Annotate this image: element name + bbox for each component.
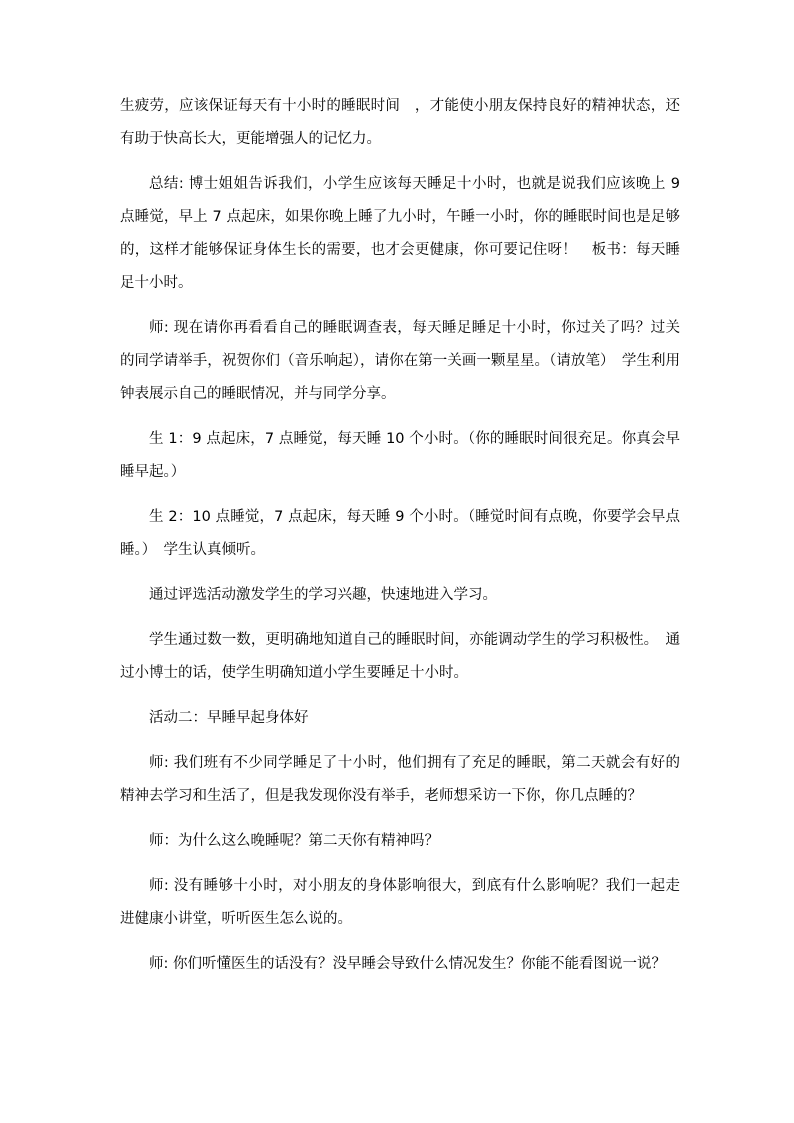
paragraph-1: 生疲劳，应该保证每天有十小时的睡眠时间 ，才能使小朋友保持良好的精神状态，还有助于快高长大，更能增强人的记忆力。 <box>120 98 680 147</box>
paragraph-7: 学生通过数一数，更明确地知道自己的睡眠时间，亦能调动学生的学习积极性。 通过小博士的话，使学生明确知道小学生要睡足十小时。 <box>120 632 680 681</box>
paragraph-12: 师: 你们听懂医生的话没有？没早睡会导致什么情况发生？你能不能看图说一说？ <box>149 956 666 972</box>
paragraph-6: 通过评选活动激发学生的学习兴趣，快速地进入学习。 <box>149 587 497 603</box>
paragraph-3: 师: 现在请你再看看自己的睡眠调查表，每天睡足睡足十小时，你过关了吗？过关的同学请举手，祝贺你们（音乐响起），请你在第一关画一颗星星。（请放笔） 学生利用钟表展示自己的睡眠情况，并与同学分享。 <box>120 320 680 402</box>
paragraph-11: 师: 没有睡够十小时，对小朋友的身体影响很大，到底有什么影响呢？我们一起走进健康小讲堂，听听医生怎么说的。 <box>120 878 680 927</box>
paragraph-4: 生 1：9 点起床，7 点睡觉，每天睡 10 个小时。（你的睡眠时间很充足。你真会早睡早起。） <box>120 431 680 480</box>
paragraph-10: 师：为什么这么晚睡呢？第二天你有精神吗？ <box>149 833 439 849</box>
document-body <box>120 90 680 993</box>
paragraph-8: 活动二：早睡早起身体好 <box>149 710 309 726</box>
paragraph-9: 师: 我们班有不少同学睡足了十小时，他们拥有了充足的睡眠，第二天就会有好的精神去学习和生活了，但是我发现你没有举手，老师想采访一下你，你几点睡的？ <box>120 755 680 804</box>
paragraph-2: 总结: 博士姐姐告诉我们，小学生应该每天睡足十小时，也就是说我们应该晚上 9 点睡觉，早上 7 点起床，如果你晚上睡了九小时，午睡一小时，你的睡眠时间也是足够的，这样才能够保证身体生长的需要，也才会更健康，你可要记住呀！ 板书：每天睡足十小时。 <box>120 176 680 291</box>
paragraph-5: 生 2：10 点睡觉，7 点起床，每天睡 9 个小时。（睡觉时间有点晚，你要学会早点睡。） 学生认真倾听。 <box>120 509 680 558</box>
